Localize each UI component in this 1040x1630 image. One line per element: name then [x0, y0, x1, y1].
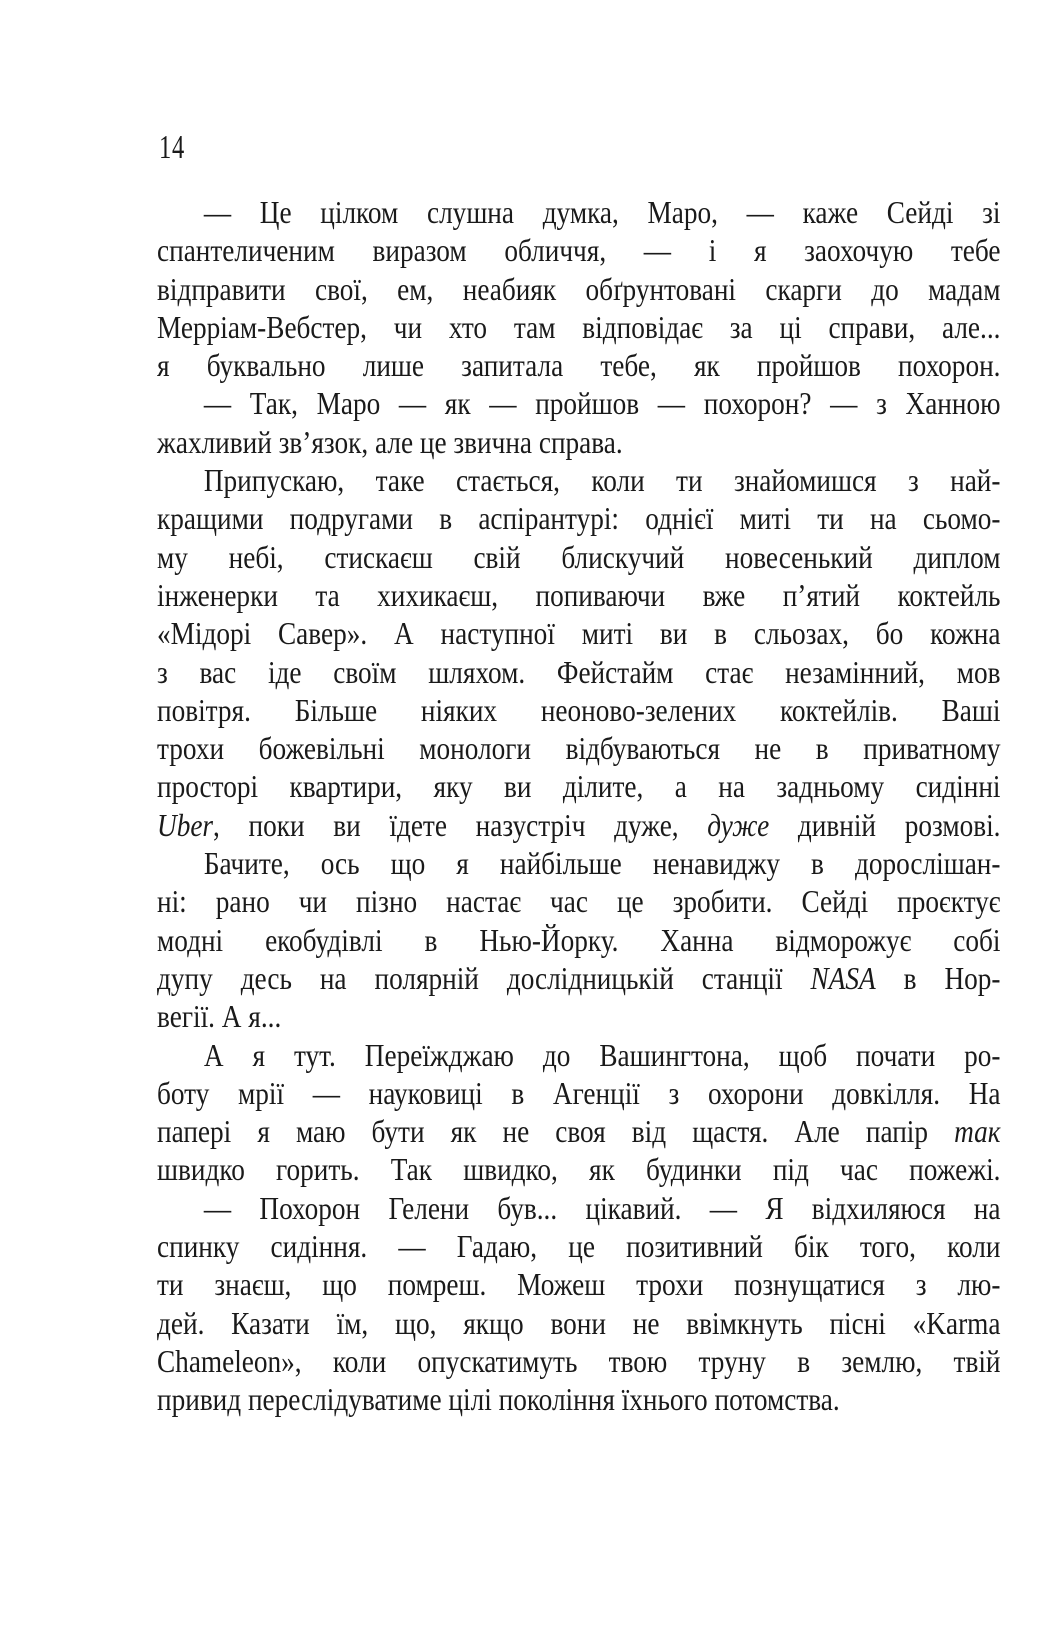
- text-line: [157, 882, 1000, 920]
- text-line: [157, 767, 1000, 805]
- text-line: [157, 921, 1000, 959]
- text-segment: — Це цілком слушна думка, Маро, — каже Сейді зі: [203, 194, 1001, 230]
- text-segment: привид переслідуватиме цілі покоління їхнього потомства.: [157, 1381, 840, 1418]
- text-line: [157, 959, 1000, 997]
- text-segment: Chameleon», коли опускатимуть твою труну в землю, твій: [157, 1342, 1001, 1379]
- text-segment-italic: дуже: [707, 806, 770, 843]
- text-segment: жахливий зв’язок, але це звична справа.: [157, 423, 623, 460]
- text-segment: дивній розмові.: [769, 806, 1001, 843]
- text-segment: Припускаю, таке стається, коли ти знайомишся з най-: [203, 462, 1001, 499]
- text-line: [157, 1342, 1000, 1380]
- text-line: [157, 729, 1000, 767]
- text-line: [157, 844, 1000, 882]
- text-segment: трохи божевільні монологи відбуваються не в приватному: [157, 730, 1001, 767]
- text-line: [157, 1227, 1000, 1265]
- text-line: [157, 1036, 1000, 1074]
- text-segment: — Похорон Гелени був... цікавий. — Я відхиляюся на: [203, 1189, 1001, 1226]
- text-segment: «Мідорі Савер». А наступної миті ви в сльозах, бо кожна: [157, 615, 1001, 652]
- text-segment: кращими подругами в аспірантурі: однієї миті ти на сьомо-: [157, 500, 1001, 537]
- text-segment: Бачите, ось що я найбільше ненавиджу в дорослішан-: [203, 845, 1001, 882]
- text-line: [157, 423, 1000, 461]
- text-segment: дупу десь на полярній дослідницькій станції: [157, 959, 811, 996]
- text-line: [157, 270, 1000, 308]
- text-segment-italic: так: [954, 1113, 1001, 1150]
- text-line: [157, 1304, 1000, 1342]
- text-segment: А я тут. Переїжджаю до Вашингтона, щоб почати ро-: [203, 1036, 1001, 1073]
- text-line: [157, 614, 1000, 652]
- text-segment: відправити свої, ем, неабияк обґрунтовані скарги до мадам: [157, 270, 1001, 307]
- text-segment: му небі, стискаєш свій блискучий новесенький диплом: [157, 538, 1001, 575]
- text-segment: швидко горить. Так швидко, як будинки під час пожежі.: [157, 1151, 1001, 1188]
- text-line: [157, 193, 1000, 231]
- text-segment: вегії. А я...: [157, 998, 282, 1035]
- text-segment: повітря. Більше ніяких неоново-зелених коктейлів. Ваші: [157, 691, 1001, 728]
- text-segment: боту мрії — науковиці в Агенції з охорони довкілля. На: [157, 1074, 1001, 1111]
- text-block: [157, 193, 1000, 1419]
- text-segment: дей. Казати їм, що, якщо вони не ввімкнуть пісні «Karma: [157, 1304, 1001, 1341]
- text-line: [157, 499, 1000, 537]
- page-number: 14: [159, 129, 185, 166]
- text-line: [157, 997, 1000, 1035]
- text-segment: Мерріам-Вебстер, чи хто там відповідає за ці справи, але...: [157, 308, 1001, 345]
- text-segment: ні: рано чи пізно настає час це зробити. Сейді проєктує: [157, 883, 1001, 920]
- text-line: [157, 384, 1000, 422]
- text-segment: спинку сидіння. — Гадаю, це позитивний бік того, коли: [157, 1228, 1001, 1265]
- text-segment: , поки ви їдете назустріч дуже,: [213, 806, 708, 843]
- text-line: [157, 308, 1000, 346]
- text-segment: інженерки та хихикаєш, попиваючи вже п’ятий коктейль: [157, 576, 1001, 613]
- text-segment: я буквально лише запитала тебе, як пройшов похорон.: [157, 347, 1001, 384]
- text-line: [157, 231, 1000, 269]
- text-segment: папері я маю бути як не своя від щастя. Але папір: [157, 1113, 955, 1150]
- text-segment-italic: NASA: [810, 959, 876, 996]
- text-segment-italic: Uber: [157, 806, 214, 843]
- text-line: [157, 1380, 1000, 1418]
- text-line: [157, 1189, 1000, 1227]
- text-line: [157, 1112, 1000, 1150]
- text-segment: ти знаєш, що помреш. Можеш трохи познущатися з лю-: [157, 1266, 1001, 1303]
- text-segment: з вас іде своїм шляхом. Фейстайм стає незамінний, мов: [157, 653, 1001, 690]
- text-line: [157, 1150, 1000, 1188]
- text-line: [157, 576, 1000, 614]
- text-segment: в Нор-: [875, 959, 1001, 996]
- text-line: [157, 1074, 1000, 1112]
- text-segment: просторі квартири, яку ви ділите, а на задньому сидінні: [157, 768, 1001, 805]
- text-segment: спантеличеним виразом обличчя, — і я заохочую тебе: [157, 232, 1001, 269]
- text-line: [157, 538, 1000, 576]
- text-line: [157, 346, 1000, 384]
- text-line: [157, 691, 1000, 729]
- text-segment: модні екобудівлі в Нью-Йорку. Ханна відморожує собі: [157, 921, 1001, 958]
- text-line: [157, 461, 1000, 499]
- text-segment: — Так, Маро — як — пройшов — похорон? — з Ханною: [203, 385, 1001, 422]
- text-line: [157, 653, 1000, 691]
- text-line: [157, 806, 1000, 844]
- text-line: [157, 1265, 1000, 1303]
